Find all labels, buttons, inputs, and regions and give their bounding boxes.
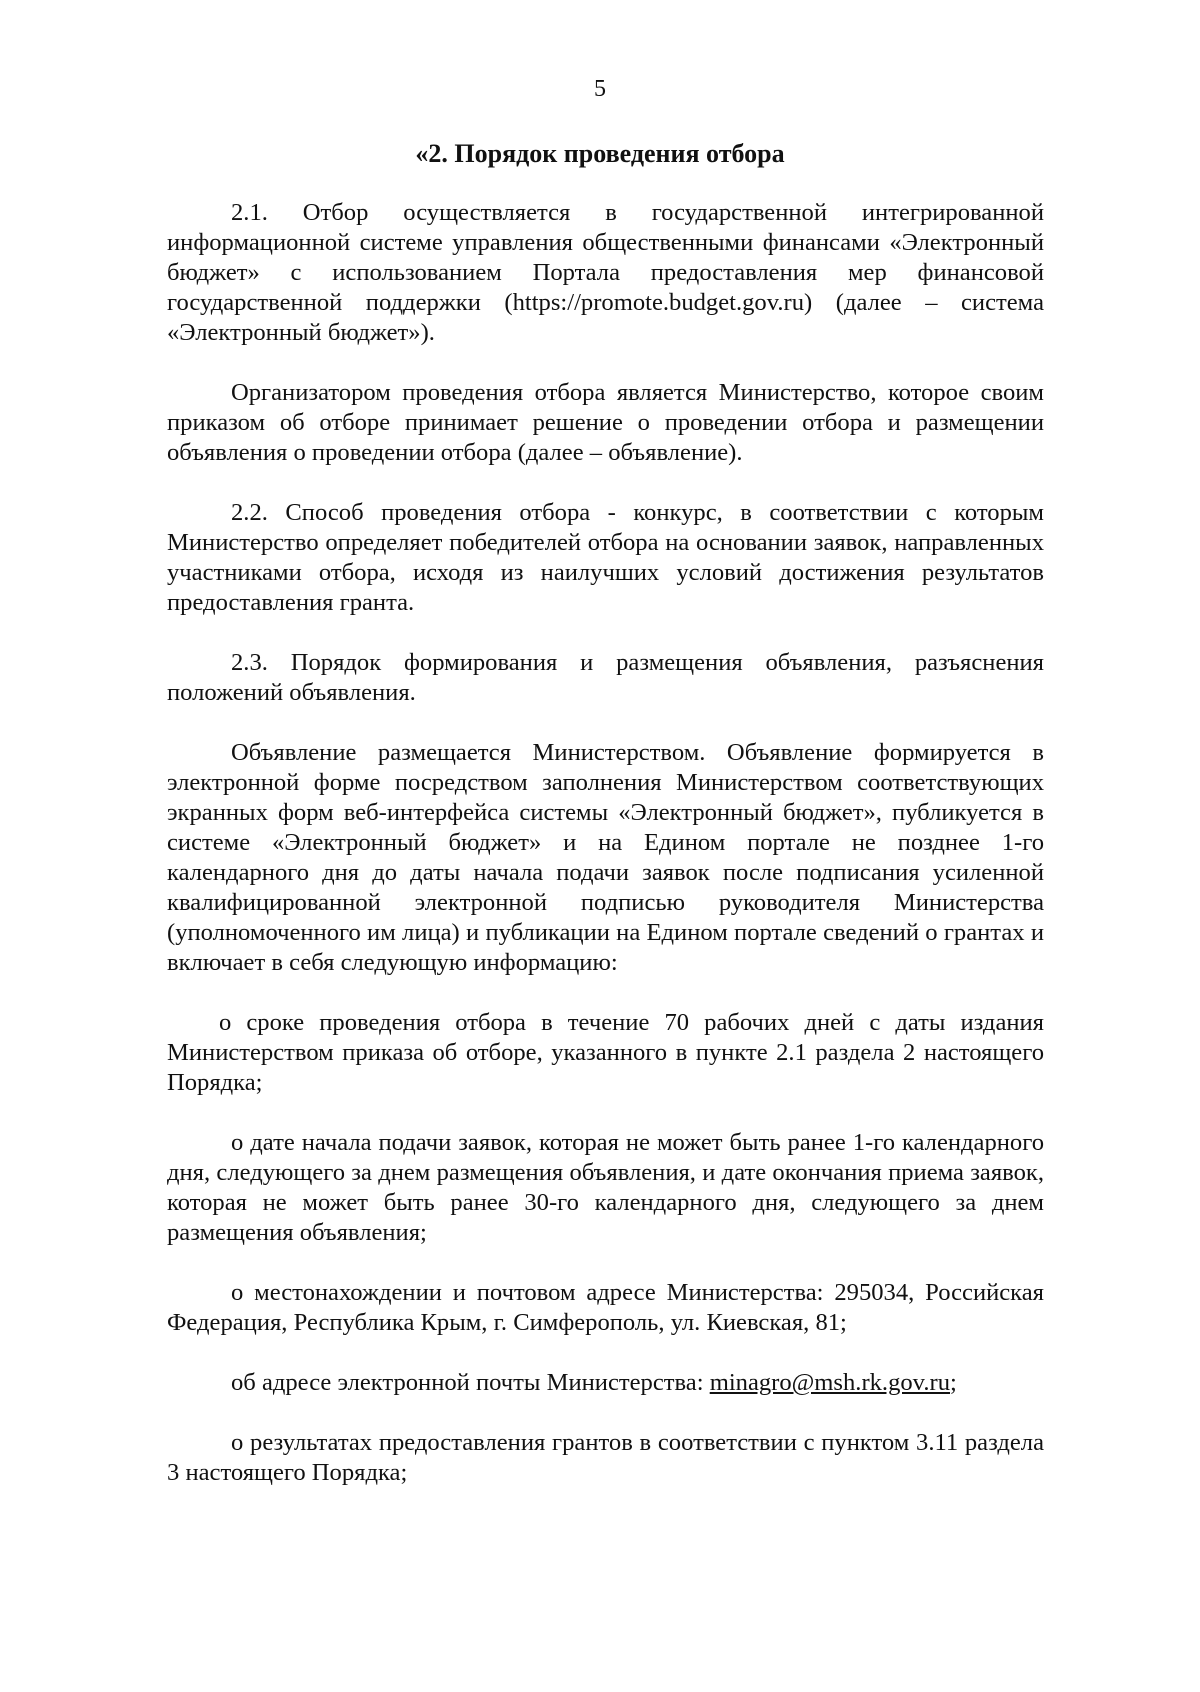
paragraph-email bbox=[167, 1368, 1044, 1398]
document-body bbox=[167, 198, 1044, 1518]
page-number: 5 bbox=[594, 76, 606, 102]
email-link[interactable]: minagro@msh.rk.gov.ru bbox=[709, 1369, 951, 1396]
paragraph-results: о результатах предоставления грантов в соответствии с пунктом 3.11 раздела 3 настоящего Порядка; bbox=[167, 1429, 1044, 1486]
paragraph-dates: о дате начала подачи заявок, которая не может быть ранее 1-го календарного дня, следующего за днем размещения объявления, и дате окончания приема заявок, которая не может быть ранее 30-го календарного дня, следующего за днем размещения объявления; bbox=[167, 1129, 1044, 1246]
paragraph-2-3: 2.3. Порядок формирования и размещения объявления, разъяснения положений объявления. bbox=[167, 649, 1044, 706]
section-title: «2. Порядок проведения отбора bbox=[415, 139, 785, 168]
paragraph-2-1: 2.1. Отбор осуществляется в государственной интегрированной информационной системе управления общественными финансами «Электронный бюджет» с использованием Портала предоставления мер финансовой государственной поддержки (https://promote.budget.gov.ru) (далее – система «Электронный бюджет»). bbox=[167, 199, 1044, 346]
paragraph-location: о местонахождении и почтовом адресе Министерства: 295034, Российская Федерация, Республика Крым, г. Симферополь, ул. Киевская, 81; bbox=[167, 1279, 1044, 1336]
paragraph-term: о сроке проведения отбора в течение 70 рабочих дней с даты издания Министерством приказа об отборе, указанного в пункте 2.1 раздела 2 настоящего Порядка; bbox=[167, 1009, 1044, 1096]
paragraph-2-2: 2.2. Способ проведения отбора - конкурс, в соответствии с которым Министерство определяет победителей отбора на основании заявок, направленных участниками отбора, исходя из наилучших условий достижения результатов предоставления гранта. bbox=[167, 499, 1044, 616]
paragraph-announcement: Объявление размещается Министерством. Объявление формируется в электронной форме посредством заполнения Министерством соответствующих экранных форм веб-интерфейса системы «Электронный бюджет», публикуется в системе «Электронный бюджет» и на Едином портале не позднее 1-го календарного дня до даты начала подачи заявок после подписания усиленной квалифицированной электронной подписью руководителя Министерства (уполномоченного им лица) и публикации на Едином портале сведений о грантах и включает в себя следующую информацию: bbox=[167, 739, 1044, 976]
email-label: об адресе электронной почты Министерства: bbox=[231, 1369, 710, 1396]
paragraph-organizer: Организатором проведения отбора является Министерство, которое своим приказом об отборе принимает решение о проведении отбора и размещении объявления о проведении отбора (далее – объявление). bbox=[167, 379, 1044, 466]
email-suffix: ; bbox=[950, 1369, 957, 1396]
